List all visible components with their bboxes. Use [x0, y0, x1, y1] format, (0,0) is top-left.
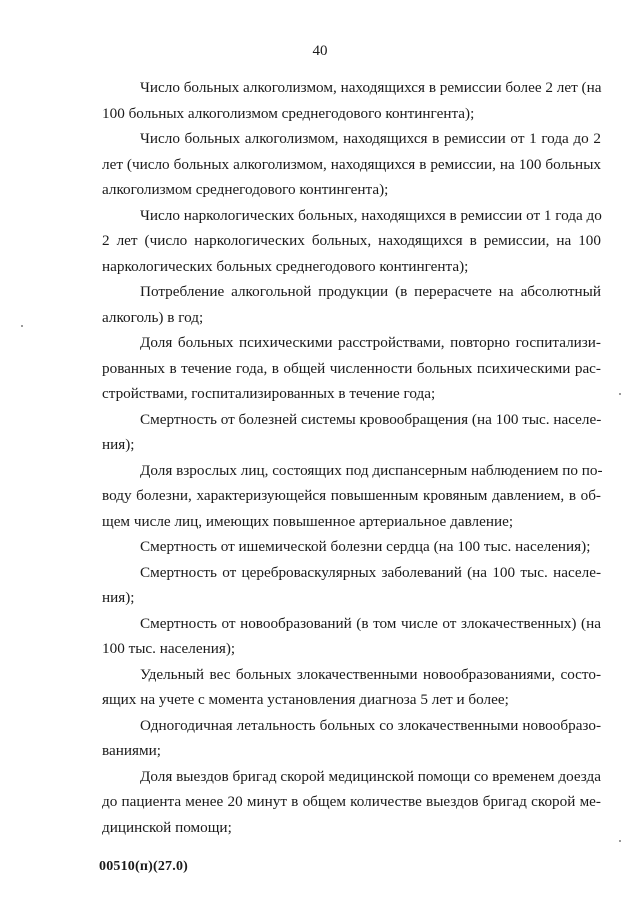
- paragraph: [102, 205, 601, 282]
- text-line: алкоголизмом среднегодового контингента);: [102, 181, 389, 198]
- paragraph: [102, 77, 601, 128]
- scan-mark: [619, 393, 621, 395]
- text-line: Потребление алкогольной продукции (в перерасчете на абсолютный: [140, 283, 601, 300]
- text-line: ящих на учете с момента установления диагноза 5 лет и более;: [102, 691, 509, 708]
- text-line: Доля больных психическими расстройствами, повторно госпитализи-: [140, 334, 601, 351]
- document-code: 00510(п)(27.0): [99, 859, 189, 874]
- document-body: [102, 77, 601, 842]
- text-line: наркологических больных среднегодового контингента);: [102, 257, 469, 275]
- paragraph: [102, 562, 601, 613]
- text-line: 100 тыс. населения);: [102, 640, 236, 657]
- scan-mark: [619, 840, 621, 842]
- text-line: стройствами, госпитализированных в течение года;: [102, 385, 436, 402]
- text-line: Число больных алкоголизмом, находящихся в ремиссии более 2 лет (на: [140, 79, 602, 96]
- paragraph: [102, 664, 601, 715]
- paragraph: [102, 281, 601, 332]
- page-number: 40: [312, 43, 328, 59]
- text-line: Доля взрослых лиц, состоящих под диспансерным наблюдением по по-: [140, 461, 603, 479]
- text-line: Число больных алкоголизмом, находящихся в ремиссии от 1 года до 2: [140, 130, 601, 147]
- text-line: щем числе лиц, имеющих повышенное артериальное давление;: [102, 512, 514, 530]
- text-line: ния);: [102, 589, 135, 606]
- paragraph: [102, 715, 601, 766]
- paragraph: [102, 766, 601, 843]
- text-line: дицинской помощи;: [102, 818, 232, 836]
- paragraph: [102, 536, 601, 562]
- text-line: Смертность от цереброваскулярных заболеваний (на 100 тыс. населе-: [140, 563, 601, 581]
- text-line: Смертность от ишемической болезни сердца (на 100 тыс. населения);: [140, 538, 591, 555]
- text-line: 100 больных алкоголизмом среднегодового контингента);: [102, 104, 475, 122]
- text-line: Число наркологических больных, находящихся в ремиссии от 1 года до: [140, 206, 602, 224]
- text-line: воду болезни, характеризующейся повышенным кровяным давлением, в об-: [102, 487, 601, 504]
- text-line: лет (число больных алкоголизмом, находящихся в ремиссии, на 100 больных: [102, 155, 601, 173]
- paragraph: [102, 409, 601, 460]
- text-line: ваниями;: [102, 742, 161, 759]
- text-line: до пациента менее 20 минут в общем количестве выездов бригад скорой ме-: [102, 793, 601, 810]
- text-line: алкоголь) в год;: [102, 308, 204, 326]
- text-line: Удельный вес больных злокачественными новообразованиями, состо-: [140, 665, 601, 683]
- text-line: Смертность от новообразований (в том числе от злокачественных) (на: [140, 614, 601, 632]
- scan-mark: [21, 325, 23, 327]
- text-line: 2 лет (число наркологических больных, находящихся в ремиссии, на 100: [102, 232, 601, 249]
- paragraph: [102, 613, 601, 664]
- text-line: Одногодичная летальность больных со злокачественными новообразо-: [140, 716, 601, 734]
- text-line: рованных в течение года, в общей численности больных психическими рас-: [102, 359, 601, 377]
- paragraph: [102, 332, 601, 409]
- paragraph: [102, 460, 601, 537]
- text-line: Доля выездов бригад скорой медицинской помощи со временем доезда: [140, 767, 601, 785]
- paragraph: [102, 128, 601, 205]
- text-line: ния);: [102, 436, 135, 453]
- text-line: Смертность от болезней системы кровообращения (на 100 тыс. населе-: [140, 410, 602, 428]
